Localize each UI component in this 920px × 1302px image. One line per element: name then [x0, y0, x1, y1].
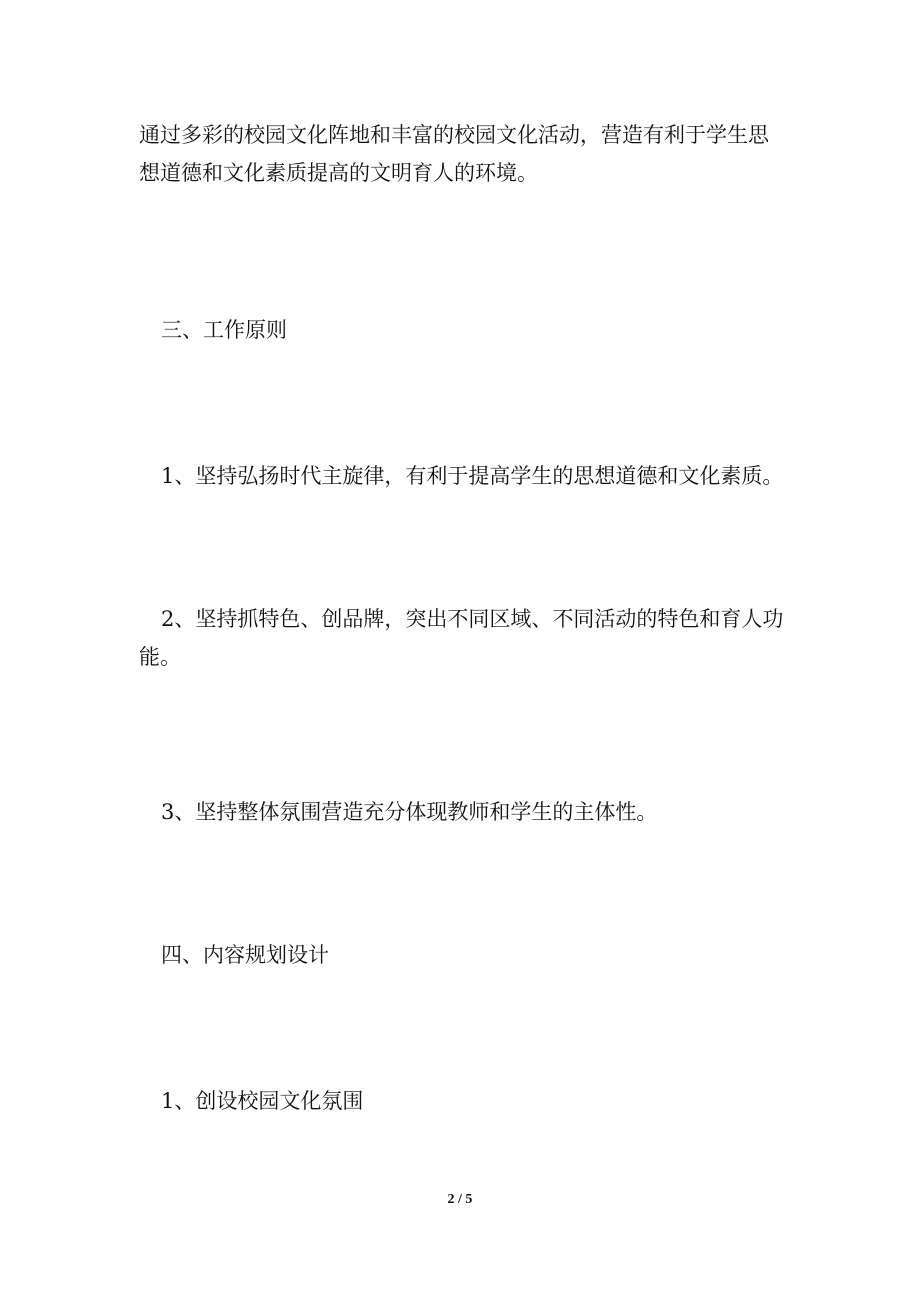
principle-item-3: 3、坚持整体氛围营造充分体现教师和学生的主体性。: [161, 800, 658, 824]
page-number: 2 / 5: [447, 1192, 473, 1207]
section-heading-work-principles: 三、工作原则: [161, 318, 287, 342]
principle-item-1: 1、坚持弘扬时代主旋律，有利于提高学生的思想道德和文化素质。: [161, 464, 784, 488]
principle-item-2: 2、坚持抓特色、创品牌，突出不同区域、不同活动的特色和育人功能。: [139, 607, 784, 669]
section-heading-content-planning: 四、内容规划设计: [161, 943, 329, 967]
body-paragraph: 通过多彩的校园文化阵地和丰富的校园文化活动，营造有利于学生思想道德和文化素质提高的文明育人的环境。: [139, 123, 769, 185]
content-item-1: 1、创设校园文化氛围: [161, 1089, 364, 1113]
